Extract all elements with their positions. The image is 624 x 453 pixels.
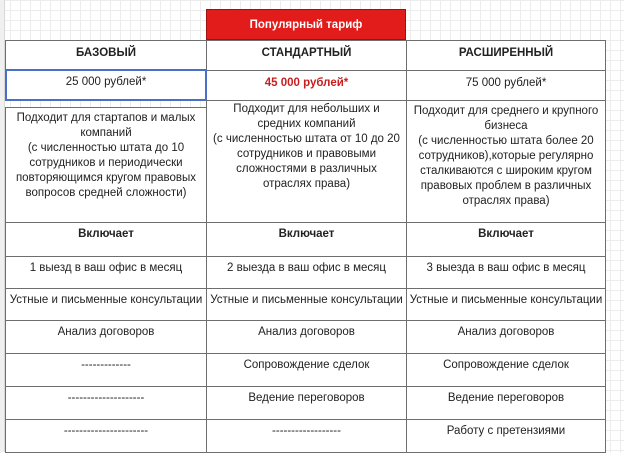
includes-header-extended[interactable]: Включает [406,222,606,257]
description-text: Подходит для стартапов и малых компаний (с численностью штата до 10 сотрудников и периодически повторяющимся кругом правовых вопросов средней сложности) [15,112,197,199]
feature-cell-basic[interactable]: 1 выезд в ваш офис в месяц [5,256,207,289]
popular-plan-badge: Популярный тариф [206,9,406,40]
feature-cell-extended[interactable]: Устные и письменные консультации [406,288,606,321]
feature-cell-extended[interactable]: 3 выезда в ваш офис в месяц [406,256,606,289]
plan-description-basic[interactable] [5,107,207,223]
includes-header-standard[interactable]: Включает [206,222,407,257]
plan-price-standard[interactable]: 45 000 рублей* [206,70,407,101]
feature-cell-extended[interactable]: Работу с претензиями [406,419,606,453]
feature-cell-basic[interactable]: Устные и письменные консультации [5,288,207,321]
feature-cell-basic[interactable]: ------------- [5,353,207,387]
includes-header-basic[interactable]: Включает [5,222,207,257]
description-text: Подходит для среднего и крупного бизнеса (с численностью штата более 20 сотрудников),которые регулярно сталкиваются с широким кругом правовых проблем в различных отраслях права) [413,105,599,207]
plan-price-extended[interactable]: 75 000 рублей* [406,70,606,101]
feature-cell-standard[interactable]: Устные и письменные консультации [206,288,407,321]
description-text: Подходит для небольших и средних компаний (с численностью штата от 10 до 20 сотрудников и правовыми сложностями в различных отраслях права) [213,103,400,190]
feature-cell-standard[interactable]: Сопровождение сделок [206,353,407,387]
feature-cell-standard[interactable]: ------------------ [206,419,407,453]
feature-cell-basic[interactable]: Анализ договоров [5,320,207,354]
plan-description-standard[interactable] [206,100,407,223]
feature-cell-standard[interactable]: Ведение переговоров [206,386,407,420]
plan-name-basic[interactable]: БАЗОВЫЙ [5,40,207,71]
plan-name-extended[interactable]: РАСШИРЕННЫЙ [406,40,606,71]
plan-description-extended[interactable] [406,100,606,223]
plan-name-standard[interactable]: СТАНДАРТНЫЙ [206,40,407,71]
feature-cell-basic[interactable]: -------------------- [5,386,207,420]
feature-cell-standard[interactable]: 2 выезда в ваш офис в месяц [206,256,407,289]
feature-cell-basic[interactable]: ---------------------- [5,419,207,453]
feature-cell-extended[interactable]: Ведение переговоров [406,386,606,420]
feature-cell-standard[interactable]: Анализ договоров [206,320,407,354]
feature-cell-extended[interactable]: Сопровождение сделок [406,353,606,387]
feature-cell-extended[interactable]: Анализ договоров [406,320,606,354]
plan-price-basic[interactable]: 25 000 рублей* [5,69,207,101]
